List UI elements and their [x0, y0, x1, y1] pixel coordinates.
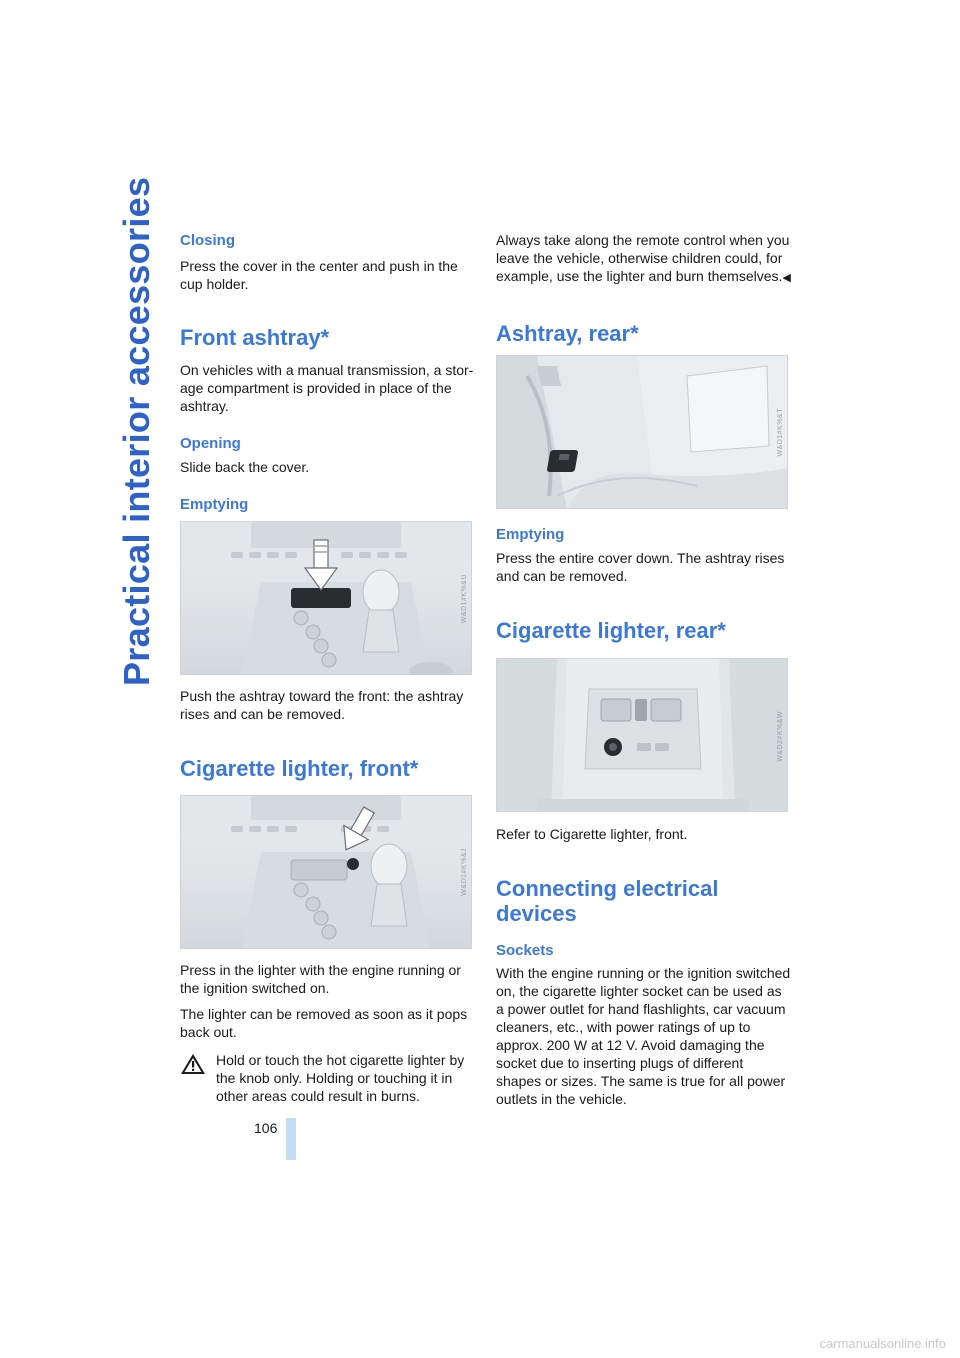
figure-code: W&D1#K%&T — [777, 408, 784, 457]
opening-heading: Opening — [180, 435, 241, 453]
lighter-front-heading: Cigarette lighter, front* — [180, 756, 419, 782]
emptying-heading-left: Emptying — [180, 496, 249, 514]
figure-code: W&D1#K%&J — [461, 847, 468, 896]
front-ashtray-heading: Front ashtray* — [180, 325, 330, 350]
sockets-heading: Sockets — [496, 942, 554, 960]
lighter-front-figure — [180, 795, 472, 949]
electrical-heading: Connecting electrical devices — [496, 875, 719, 926]
page-number: 106 — [254, 1120, 278, 1136]
page-marker-bar — [286, 1118, 296, 1160]
continued-text-content: Always take along the remote control when you leave the vehicle, otherwise children could, for example, use the lighter and burn themselves. — [496, 232, 790, 284]
warning-text — [216, 1051, 476, 1105]
sockets-text: With the engine running or the ignition switched on, the cigarette lighter socket can be used as a power outlet for hand flashlights, car vacuum cleaners, etc., with power ratings of up to approx. 200 W at 12 V. Avoid damaging the socket due to inserting plugs of different shapes or sizes. The same is true for all power outlets in the vehicle. — [496, 965, 791, 1108]
figure-code: W&D1#K%&U — [461, 574, 468, 624]
lighter-rear-text: Refer to Cigarette lighter, front. — [496, 825, 688, 842]
left-column — [180, 228, 476, 1105]
side-title-text: Practical interior accessories — [116, 176, 157, 686]
closing-text: Press the cover in the center and push in the cup holder. — [180, 258, 458, 292]
ashtray-front-illustration — [181, 522, 472, 675]
ashtray-front-figure — [180, 521, 472, 675]
lighter-rear-heading: Cigarette lighter, rear* — [496, 618, 726, 644]
emptying-heading-right: Emptying — [496, 526, 565, 544]
lighter-rear-illustration — [497, 659, 788, 812]
continued-text — [496, 231, 792, 287]
lighter-front-illustration — [181, 796, 472, 949]
right-column — [496, 228, 792, 1108]
lighter-rear-figure — [496, 658, 788, 812]
ashtray-rear-heading: Ashtray, rear* — [496, 321, 639, 346]
ashtray-rear-illustration — [497, 356, 788, 509]
footer-watermark: carmanualsonline.info — [819, 1336, 946, 1351]
lighter-text-1: Press in the lighter with the engine running or the ignition switched on. — [180, 961, 461, 996]
closing-heading: Closing — [180, 232, 235, 249]
warning-icon — [180, 1052, 206, 1076]
warning-note — [180, 1051, 476, 1105]
warning-text-content: Hold or touch the hot cigarette lighter by the knob only. Holding or touching it in other areas could result in burns. — [216, 1051, 465, 1104]
figure-code: W&D2#K%&W — [777, 710, 784, 762]
side-title — [116, 0, 160, 690]
front-ashtray-text: On vehicles with a manual transmission, a stor-age compartment is provided in place of the ashtray. — [180, 362, 474, 415]
emptying-text-right: Press the entire cover down. The ashtray rises and can be removed. — [496, 550, 785, 585]
end-mark-icon: ◀ — [782, 272, 791, 284]
emptying-text-left: Push the ashtray toward the front: the ashtray rises and can be removed. — [180, 688, 464, 723]
ashtray-rear-figure — [496, 355, 788, 509]
lighter-text-2: The lighter can be removed as soon as it pops back out. — [180, 1005, 468, 1040]
opening-text: Slide back the cover. — [180, 459, 310, 476]
